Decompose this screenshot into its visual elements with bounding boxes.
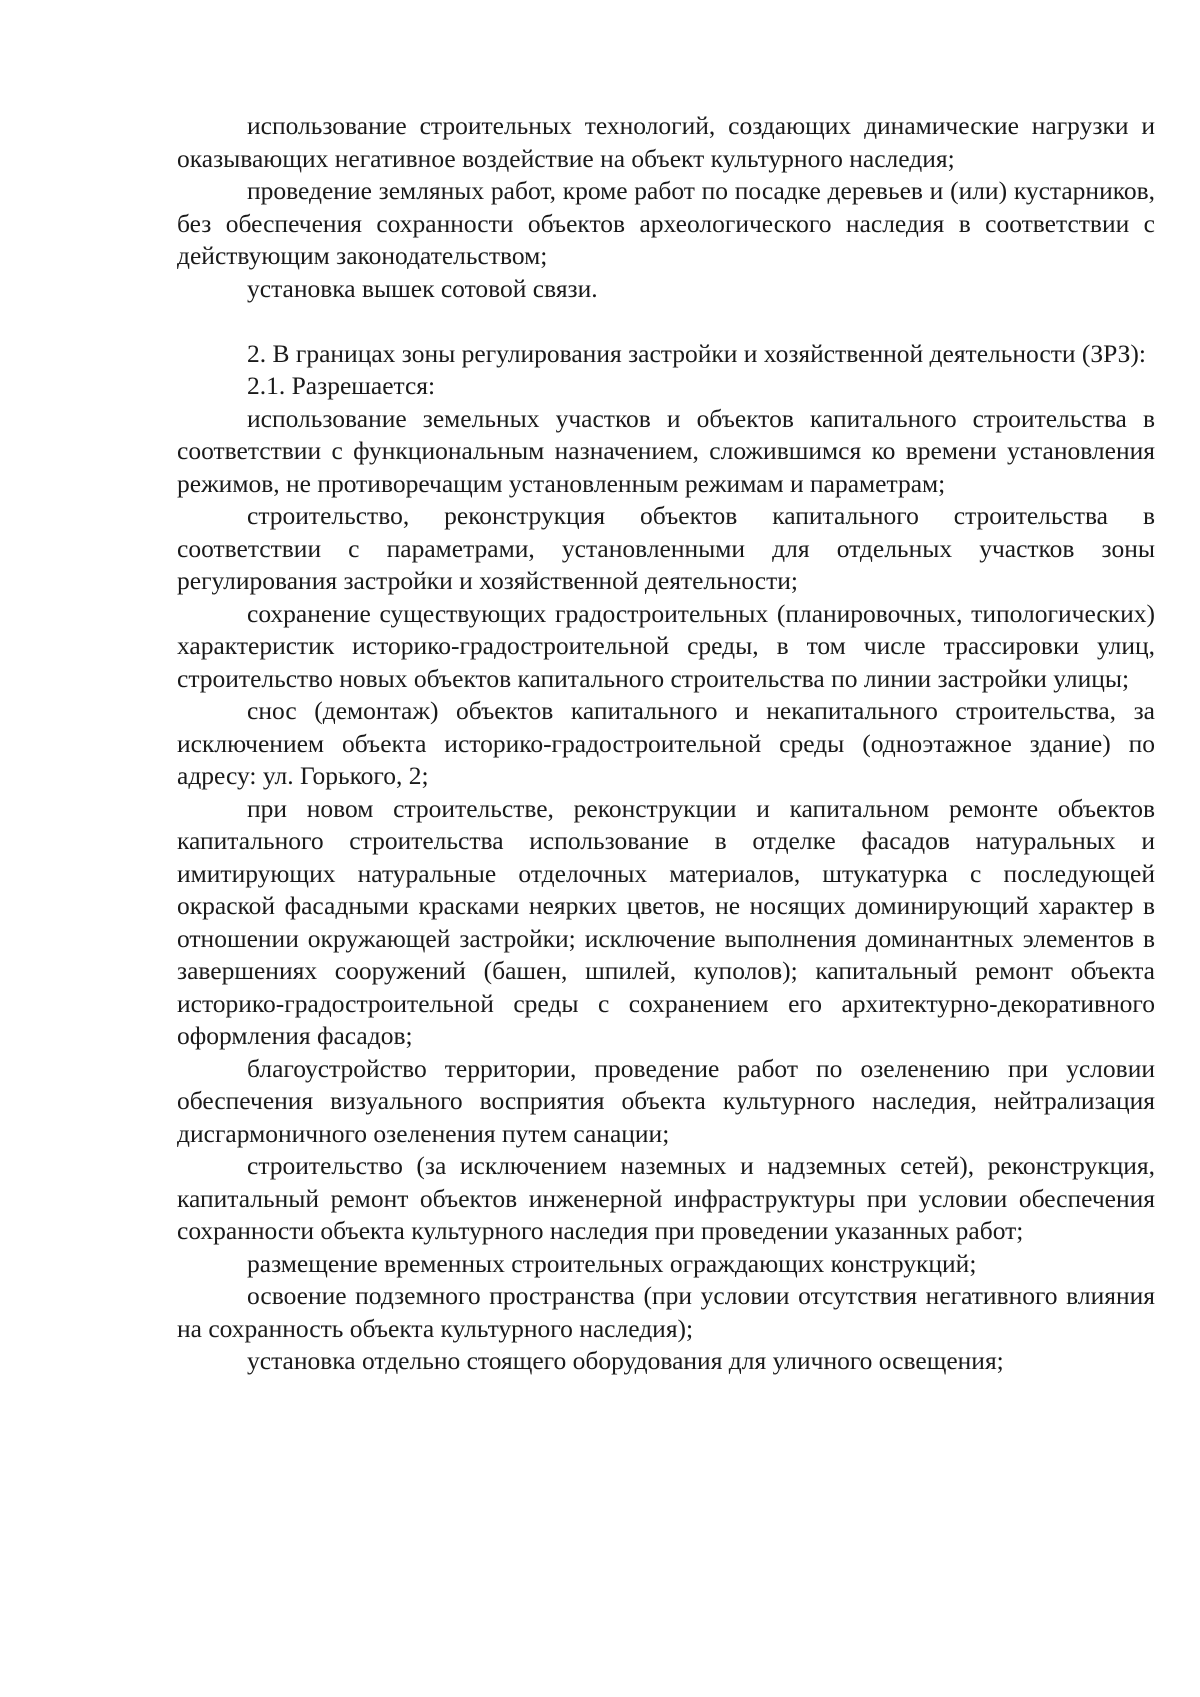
section-2-heading: 2. В границах зоны регулирования застройки и хозяйственной деятельности (ЗРЗ): (247, 338, 1146, 368)
paragraph-street-lighting: установка отдельно стоящего оборудования для уличного освещения; (247, 1346, 1004, 1375)
paragraph-preservation: сохранение существующих градостроительных (планировочных, типологических) характеристик историко-градостроительной среды, в том числе трассировки улиц, строительство новых объектов капитального строительства по линии застройки улицы; (177, 598, 1155, 693)
paragraph-dynamic-loads: использование строительных технологий, создающих динамические нагрузки и оказывающих негативное воздействие на объект культурного наследия; (177, 111, 1155, 173)
paragraph-construction: строительство, реконструкция объектов капитального строительства в соответствии с параметрами, установленными для отдельных участков зоны регулирования застройки и хозяйственной деятельности; (177, 501, 1155, 595)
paragraph-landscaping: благоустройство территории, проведение работ по озеленению при условии обеспечения визуального восприятия объекта культурного наследия, нейтрализация дисгармоничного озеленения путем санации; (177, 1053, 1155, 1148)
paragraph-land-use: использование земельных участков и объектов капитального строительства в соответствии с функциональным назначением, сложившимся ко времени установления режимов, не противоречащим установленным режимам и параметрам; (177, 403, 1155, 498)
paragraph-earthworks: проведение земляных работ, кроме работ по посадке деревьев и (или) кустарников, без обеспечения сохранности объектов археологического наследия в соответствии с действующим законодательством; (177, 176, 1155, 270)
subsection-2-1-heading: 2.1. Разрешается: (247, 371, 436, 400)
document-body (177, 110, 1155, 1378)
paragraph-facades: при новом строительстве, реконструкции и капитальном ремонте объектов капитального строительства использование в отделке фасадов натуральных и имитирующих натуральные отделочных материалов, штукатурка с последующей окраской фасадными красками неярких цветов, не носящих доминирующий характер в отношении окружающей застройки; исключение выполнения доминантных элементов в завершениях сооружений (башен, шпилей, куполов); капитальный ремонт объекта историко-градостроительной среды с сохранением его архитектурно-декоративного оформления фасадов; (177, 793, 1155, 1050)
paragraph-temporary-fences: размещение временных строительных ограждающих конструкций; (247, 1248, 977, 1278)
paragraph-underground-space: освоение подземного пространства (при условии отсутствия негативного влияния на сохранность объекта культурного наследия); (177, 1281, 1155, 1343)
paragraph-demolition: снос (демонтаж) объектов капитального и некапитального строительства, за исключением объекта историко-градостроительной среды (одноэтажное здание) по адресу: ул. Горького, 2; (177, 696, 1155, 790)
paragraph-infrastructure: строительство (за исключением наземных и надземных сетей), реконструкция, капитальный ремонт объектов инженерной инфраструктуры при условии обеспечения сохранности объекта культурного наследия при проведении указанных работ; (177, 1151, 1155, 1245)
section-spacer (177, 305, 1155, 338)
paragraph-cell-towers: установка вышек сотовой связи. (247, 273, 598, 303)
